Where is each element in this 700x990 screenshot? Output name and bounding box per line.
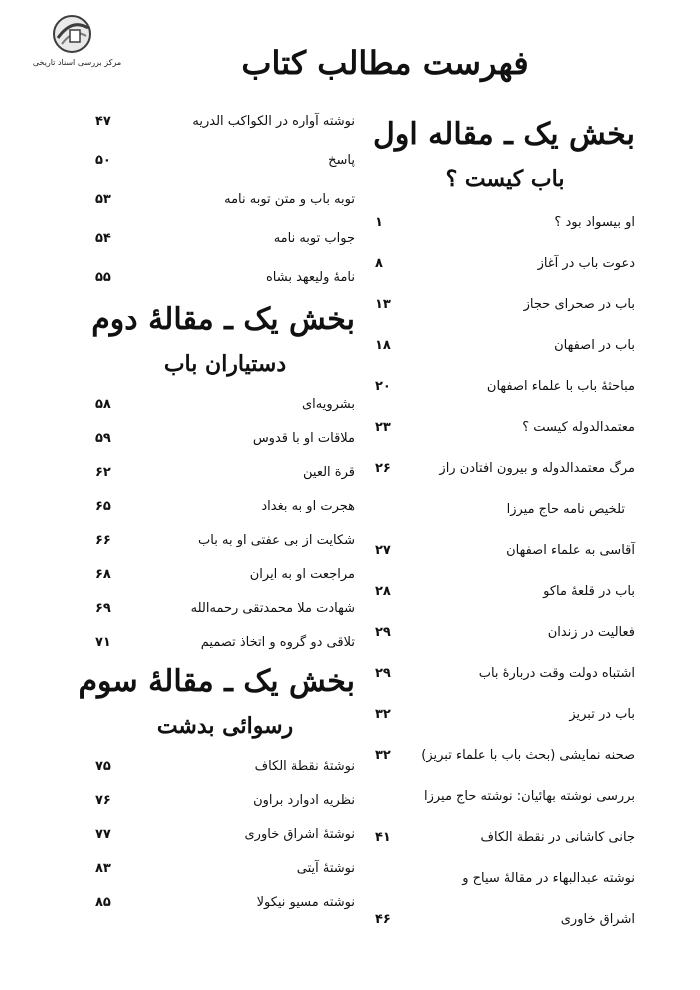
toc-entry[interactable] xyxy=(375,776,635,817)
toc-entry-text: پاسخ xyxy=(328,153,355,168)
toc-entry-page: ۷۷ xyxy=(95,826,111,842)
toc-entry[interactable] xyxy=(375,694,635,735)
toc-entry[interactable] xyxy=(95,489,355,523)
toc-entry[interactable] xyxy=(375,530,635,571)
toc-entry-text: او بیسواد بود ؟ xyxy=(554,215,635,230)
toc-entry-page: ۴۷ xyxy=(95,114,111,129)
chapter-title-badasht-scandal: رسوائی بدشت xyxy=(156,713,294,739)
toc-entry[interactable] xyxy=(95,455,355,489)
right-column xyxy=(375,112,635,940)
toc-entry[interactable] xyxy=(375,735,635,776)
toc-entry-page: ۸ xyxy=(375,256,383,271)
toc-entry[interactable] xyxy=(375,489,635,530)
toc-entry-page: ۵۰ xyxy=(95,153,111,168)
toc-entry-text: باب در قلعهٔ ماکو xyxy=(543,584,635,599)
toc-entry-text: نوشتهٔ نقطة الکاف xyxy=(254,758,355,774)
toc-entry[interactable] xyxy=(95,141,355,180)
toc-entry-text: نوشتهٔ آیتی xyxy=(296,860,355,876)
toc-entry-page: ۲۹ xyxy=(375,625,391,640)
part-three-title: بخش یک ـ مقالهٔ سوم xyxy=(78,664,355,699)
toc-entry-page: ۵۴ xyxy=(95,231,111,246)
toc-entry[interactable] xyxy=(375,817,635,858)
toc-entry-text: جانی کاشانی در نقطة الکاف xyxy=(480,830,635,845)
toc-entry-page: ۲۹ xyxy=(375,666,391,681)
toc-entry-page: ۵۸ xyxy=(95,396,111,412)
toc-entry-text: نوشته آواره در الکواکب الدریه xyxy=(192,114,355,129)
toc-entry-page: ۲۷ xyxy=(375,543,391,558)
toc-entry[interactable] xyxy=(95,851,355,885)
toc-entry[interactable] xyxy=(95,625,355,659)
toc-entry-page: ۶۸ xyxy=(95,566,111,582)
toc-entry-page: ۱ xyxy=(375,215,383,230)
toc-entry-page: ۷۶ xyxy=(95,792,111,808)
part-two-title: بخش یک ـ مقالهٔ دوم xyxy=(91,302,355,337)
toc-entry[interactable] xyxy=(375,571,635,612)
toc-entry-text: نامهٔ ولیعهد بشاه xyxy=(265,270,355,285)
toc-entry[interactable] xyxy=(375,612,635,653)
toc-entry-text: باب در اصفهان xyxy=(554,338,635,353)
watermark-caption: مرکز بررسی اسناد تاریخی xyxy=(32,58,122,67)
toc-entry-text: مرگ معتمدالدوله و بیرون افتادن راز xyxy=(439,461,635,476)
toc-entry-text: بشرویه‌ای xyxy=(301,396,355,412)
toc-entry[interactable] xyxy=(95,817,355,851)
chapter-title-who-is-bab: باب کیست ؟ xyxy=(445,166,565,192)
toc-entry-text: مباحثهٔ باب با علماء اصفهان xyxy=(486,379,635,394)
toc-entry-text: آقاسی به علماء اصفهان xyxy=(506,543,635,558)
toc-entry-text: ملاقات او با قدوس xyxy=(252,430,355,446)
toc-entry[interactable] xyxy=(95,258,355,297)
toc-entry[interactable] xyxy=(95,557,355,591)
page-title: فهرست مطالب کتاب xyxy=(241,44,529,82)
toc-entry[interactable] xyxy=(95,591,355,625)
toc-entry-text: تلاقی دو گروه و اتخاذ تصمیم xyxy=(200,634,355,650)
toc-entry[interactable] xyxy=(95,783,355,817)
toc-entry[interactable] xyxy=(375,325,635,366)
toc-entry-text: نوشته مسیو نیکولا xyxy=(256,894,355,910)
toc-entry-text: فعالیت در زندان xyxy=(547,625,635,640)
toc-entry-page: ۸۵ xyxy=(95,894,111,910)
toc-entry[interactable] xyxy=(375,653,635,694)
toc-entry-page: ۷۵ xyxy=(95,758,111,774)
toc-entry-page: ۳۲ xyxy=(375,748,391,763)
toc-entry-text: باب در تبریز xyxy=(569,707,635,722)
toc-entry-page: ۱۳ xyxy=(375,297,391,312)
toc-entry-page: ۲۰ xyxy=(375,379,391,394)
toc-entry-text: اشراق خاوری xyxy=(560,912,635,927)
toc-entry-text: باب در صحرای حجاز xyxy=(523,297,635,312)
toc-entry[interactable] xyxy=(95,180,355,219)
toc-entry-page: ۵۵ xyxy=(95,270,111,285)
toc-entry-text: شهادت ملا محمدتقی رحمه‌الله xyxy=(190,600,355,616)
toc-entry-page: ۲۶ xyxy=(375,461,391,476)
toc-entry[interactable] xyxy=(375,202,635,243)
toc-entry-page: ۲۳ xyxy=(375,420,391,435)
toc-entry[interactable] xyxy=(375,243,635,284)
archive-center-logo-icon xyxy=(50,14,94,54)
toc-entry-page: ۷۱ xyxy=(95,634,111,650)
toc-entry-text: نظریه ادوارد براون xyxy=(253,792,355,808)
toc-entry[interactable] xyxy=(375,858,635,899)
toc-entry-page: ۸۳ xyxy=(95,860,111,876)
toc-entry-text: قرة العین xyxy=(303,464,355,480)
toc-entry-page: ۶۹ xyxy=(95,600,111,616)
toc-entry-text: تلخیص نامه حاج میرزا xyxy=(506,502,625,517)
watermark-logo xyxy=(22,14,132,74)
toc-entry-text: صحنه نمایشی (بحث باب با علماء تبریز) xyxy=(421,748,635,763)
chapter-title-bab-assistants: دستیاران باب xyxy=(163,351,287,377)
toc-entry[interactable] xyxy=(375,448,635,489)
toc-entry-page: ۶۶ xyxy=(95,532,111,548)
toc-entry[interactable] xyxy=(375,284,635,325)
toc-entry-text: نوشتهٔ اشراق خاوری xyxy=(244,826,355,842)
toc-entry-page: ۲۸ xyxy=(375,584,391,599)
toc-entry[interactable] xyxy=(375,366,635,407)
toc-entry-text: هجرت او به بغداد xyxy=(261,498,355,514)
toc-entry[interactable] xyxy=(95,387,355,421)
toc-entry-text: جواب توبه نامه xyxy=(273,231,355,246)
toc-entry-text: شکایت از بی عفتی او به باب xyxy=(198,532,355,548)
toc-entry-page: ۵۳ xyxy=(95,192,111,207)
toc-entry-page: ۱۸ xyxy=(375,338,391,353)
toc-entry-text: دعوت باب در آغاز xyxy=(537,256,635,271)
toc-entry-text: اشتباه دولت وقت دربارهٔ باب xyxy=(478,666,635,681)
toc-entry-text: بررسی نوشته بهائیان: نوشته حاج میرزا xyxy=(423,789,635,804)
toc-entry[interactable] xyxy=(95,749,355,783)
part-one-title: بخش یک ـ مقاله اول xyxy=(373,117,635,152)
toc-entry-page: ۵۹ xyxy=(95,430,111,446)
toc-entry-page: ۴۱ xyxy=(375,830,391,845)
toc-entry[interactable] xyxy=(95,421,355,455)
toc-entry[interactable] xyxy=(95,102,355,141)
toc-entry-text: معتمدالدوله کیست ؟ xyxy=(522,420,635,435)
toc-entry-page: ۶۵ xyxy=(95,498,111,514)
toc-entry-text: نوشته عبدالبهاء در مقالهٔ سیاح و xyxy=(462,871,635,886)
toc-entry-page: ۳۲ xyxy=(375,707,391,722)
toc-entry[interactable] xyxy=(95,219,355,258)
toc-entry[interactable] xyxy=(375,407,635,448)
toc-entry-text: توبه باب و متن توبه نامه xyxy=(224,192,355,207)
toc-entry-page: ۶۲ xyxy=(95,464,111,480)
toc-entry[interactable] xyxy=(95,885,355,919)
toc-entry[interactable] xyxy=(95,523,355,557)
toc-entry-text: مراجعت او به ایران xyxy=(249,566,355,582)
toc-entry-page: ۴۶ xyxy=(375,912,391,927)
left-column xyxy=(78,102,355,919)
toc-entry[interactable] xyxy=(375,899,635,940)
